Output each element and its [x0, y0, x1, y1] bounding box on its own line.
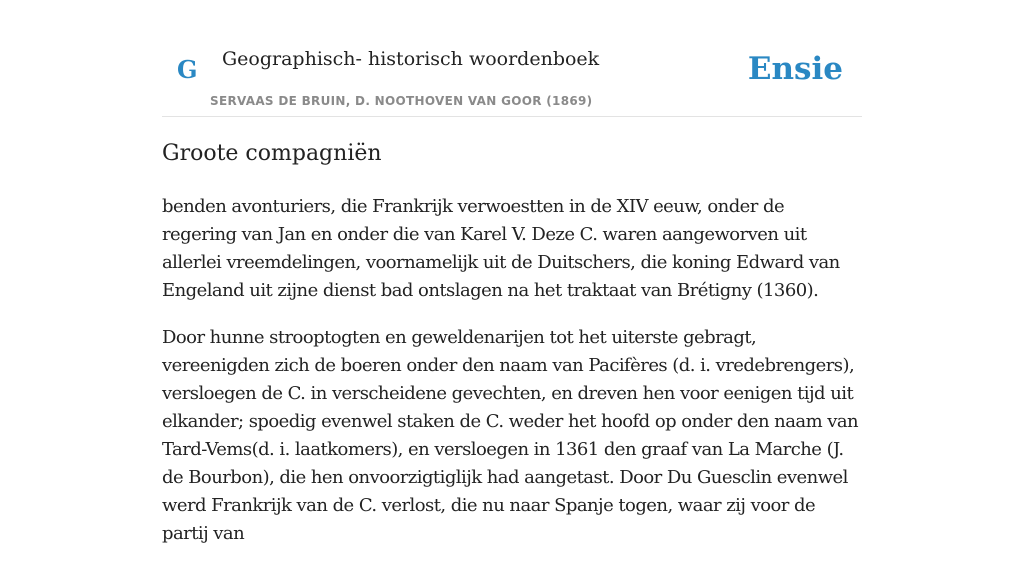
book-title[interactable]: Geographisch- historisch woordenboek [222, 48, 600, 70]
entry-paragraph: Door hunne strooptogten en geweldenarijen tot het uiterste gebragt, vereenigden zich de boeren onder den naam van Pacifères (d. i. vredebrengers), versloegen de C. in verscheidene gevechten, en dreven hen voor eenigen tijd uit elkander; spoedig evenwel staken de C. weder het hoofd op onder den naam van Tard-Vems(d. i. laatkomers), en versloegen in 1361 den graaf van La Marche (J. de Bourbon), die hen onvoorzigtiglijk had aangetast. Door Du Guesclin evenwel werd Frankrijk van de C. verlost, die nu naar Spanje togen, waar zij voor de partij van [162, 327, 859, 544]
brand-logo[interactable]: Ensie [747, 51, 843, 87]
book-logo-icon: G [177, 55, 198, 84]
entry-title: Groote compagniën [162, 141, 382, 166]
entry-paragraph: benden avonturiers, die Frankrijk verwoestten in de XIV eeuw, onder de regering van Jan en onder die van Karel V. Deze C. waren aangeworven uit allerlei vreemdelingen, voornamelijk uit de Duitschers, die koning Edward van Engeland uit zijne dienst bad ontslagen na het traktaat van Brétigny (1360). [162, 196, 840, 301]
header [162, 0, 862, 117]
entry-content [162, 138, 862, 567]
book-author: SERVAAS DE BRUIN, D. NOOTHOVEN VAN GOOR (1869) [210, 94, 593, 108]
